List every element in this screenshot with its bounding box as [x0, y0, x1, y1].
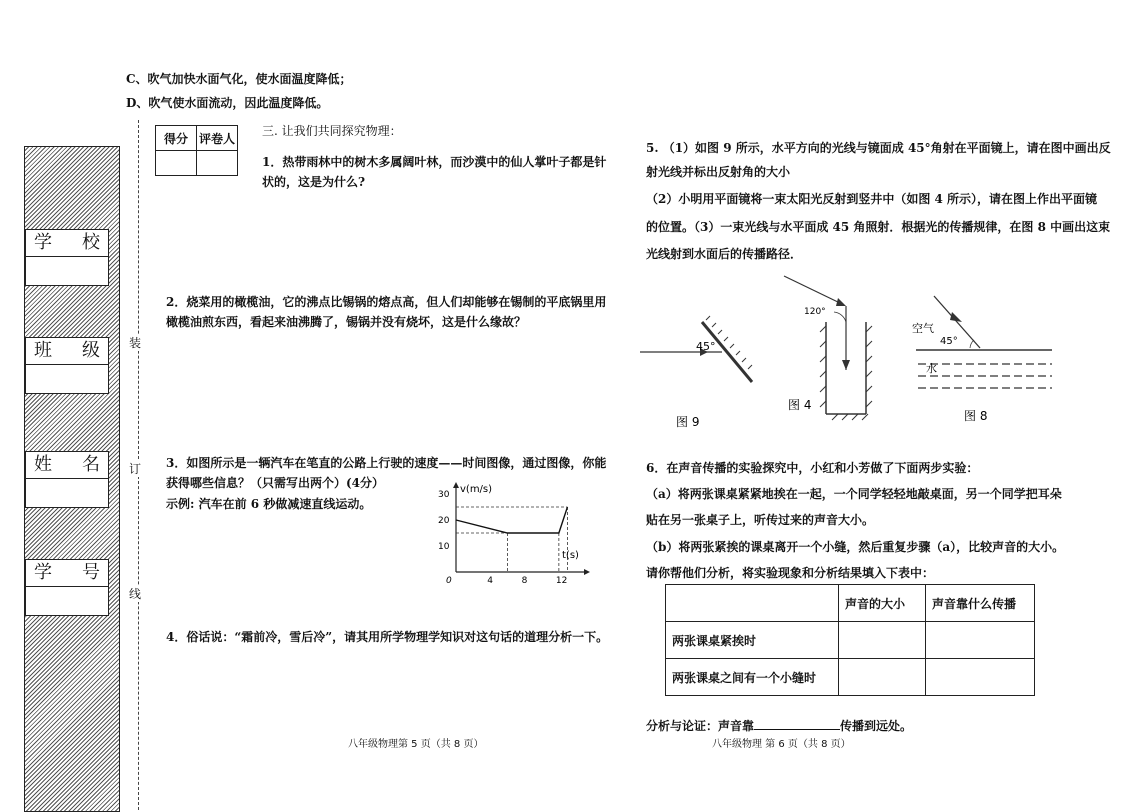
sun-ray-arrow-icon — [836, 298, 846, 306]
y-axis-label: v(m/s) — [460, 484, 493, 495]
origin-label: 0 — [446, 576, 452, 586]
experiment-table — [665, 584, 1035, 696]
name-blank[interactable] — [26, 479, 108, 507]
q4-text: 4．俗话说：“霜前冷，雪后冷”，请其用所学物理学知识对这句话的道理分析一下。 — [166, 630, 609, 644]
fig8-air-label: 空气 — [912, 322, 934, 335]
q5-line-5: 光线射到水面后的传播路径． — [646, 247, 803, 261]
water-lines — [918, 364, 1052, 388]
q6-line-1: 6．在声音传播的实验探究中，小红和小芳做了下面两步实验： — [646, 461, 979, 475]
x-axis-arrow-icon — [584, 569, 590, 575]
q3-line-1: 3．如图所示是一辆汽车在笔直的公路上行驶的速度——时间图像，通过图像，你能 — [166, 456, 607, 470]
table-header-medium: 声音靠什么传播 — [926, 585, 1035, 622]
q6-line-3: 贴在另一张桌子上，听传过来的声音大小。 — [646, 513, 875, 527]
y-tick-label: 20 — [438, 516, 450, 526]
id-label-2: 号 — [82, 562, 100, 583]
fig8-water-label: 水 — [926, 362, 937, 375]
q3-example: 示例: 汽车在前 6 秒做减速直线运动。 — [166, 497, 372, 511]
table-corner-cell — [666, 585, 839, 622]
student-id-field — [25, 559, 109, 616]
y-tick-label: 30 — [438, 490, 450, 500]
table-header-loudness: 声音的大小 — [839, 585, 926, 622]
school-label-2: 校 — [82, 232, 100, 253]
class-blank[interactable] — [26, 365, 108, 393]
x-tick-label: 8 — [521, 576, 528, 586]
class-label-2: 级 — [82, 340, 100, 361]
table-answer-cell[interactable] — [926, 659, 1035, 696]
x-axis-label: t(s) — [562, 550, 579, 561]
fig9-caption: 图 9 — [676, 415, 700, 429]
option-c: C、吹气加快水面气化，使水面温度降低； — [126, 72, 352, 86]
bind-char-3: 线 — [129, 587, 142, 601]
table-answer-cell[interactable] — [926, 622, 1035, 659]
bind-char-1: 装 — [129, 336, 142, 350]
figure-9-mirror — [640, 310, 760, 430]
conclusion-blank[interactable] — [754, 717, 840, 730]
q5-line-2: 射光线并标出反射角的大小 — [646, 165, 791, 179]
name-field — [25, 451, 109, 508]
conclusion-prefix: 分析与论证：声音靠 — [646, 719, 755, 733]
table-row — [666, 659, 1035, 696]
beam-arrow-icon — [950, 312, 962, 322]
name-label-1: 姓 — [34, 454, 52, 475]
name-label-2: 名 — [82, 454, 100, 475]
x-tick-label: 12 — [555, 576, 568, 586]
q5-line-4: 的位置。（3）一束光线与水平面成 45 角照射．根据光的传播规律，在图 8 中画出这束 — [646, 220, 1111, 234]
table-row-label-2: 两张课桌之间有一个小缝时 — [666, 659, 839, 696]
table-row — [666, 622, 1035, 659]
bind-char-2: 订 — [129, 462, 142, 476]
y-tick-label: 10 — [438, 542, 450, 552]
fig4-angle-label: 120° — [804, 307, 826, 317]
option-d: D、吹气使水面流动，因此温度降低。 — [126, 96, 329, 110]
school-field — [25, 229, 109, 286]
fig8-caption: 图 8 — [964, 409, 988, 423]
velocity-series-line — [456, 507, 567, 533]
velocity-time-chart — [436, 480, 586, 586]
table-answer-cell[interactable] — [839, 622, 926, 659]
fig8-angle-label: 45° — [940, 336, 958, 347]
q6-line-2: （a）将两张课桌紧紧地挨在一起，一个同学轻轻地敲桌面，另一个同学把耳朵 — [646, 487, 1062, 501]
q6-line-4: （b）将两张紧挨的课桌离开一个小缝，然后重复步骤（a），比较声音的大小。 — [646, 540, 1065, 554]
figure-8-water — [910, 292, 1055, 427]
score-cell[interactable] — [156, 151, 197, 176]
q2-line-2: 橄榄油煎东西，看起来油沸腾了，锡锅并没有烧坏，这是什么缘故？ — [166, 315, 527, 329]
school-label-1: 学 — [34, 232, 52, 253]
id-blank[interactable] — [26, 587, 108, 615]
score-header: 得分 — [156, 126, 197, 151]
score-table — [155, 125, 238, 176]
q5-line-1: 5. （1）如图 9 所示，水平方向的光线与镜面成 45°角射在平面镜上，请在图中画出反 — [646, 141, 1111, 155]
class-field — [25, 337, 109, 394]
binding-strip — [24, 146, 120, 812]
class-label-1: 班 — [34, 340, 52, 361]
footer-right: 八年级物理 第 6 页（共 8 页） — [712, 739, 851, 750]
q3-line-2: 获得哪些信息？（只需写出两个）(4分） — [166, 476, 385, 490]
grader-cell[interactable] — [197, 151, 238, 176]
section-3-title: 三. 让我们共同探究物理： — [262, 124, 402, 138]
school-blank[interactable] — [26, 257, 108, 285]
grader-header: 评卷人 — [197, 126, 238, 151]
q2-line-1: 2．烧菜用的橄榄油，它的沸点比锡锅的熔点高，但人们却能够在锡制的平底锅里用 — [166, 295, 607, 309]
q1-line-2: 状的，这是为什么? — [262, 175, 366, 189]
id-label-1: 学 — [34, 562, 52, 583]
conclusion-suffix: 传播到远处。 — [840, 719, 913, 733]
x-tick-label: 4 — [487, 576, 494, 586]
down-arrow-icon — [842, 360, 850, 370]
conclusion-line — [646, 717, 912, 735]
y-axis-arrow-icon — [453, 482, 459, 488]
table-answer-cell[interactable] — [839, 659, 926, 696]
footer-left: 八年级物理第 5 页（共 8 页） — [348, 739, 484, 750]
figure-4-well — [780, 272, 890, 427]
q1-line-1: 1．热带雨林中的树木多属阔叶林，而沙漠中的仙人掌叶子都是针 — [262, 155, 607, 169]
q5-line-3: （2）小明用平面镜将一束太阳光反射到竖井中（如图 4 所示），请在图上作出平面镜 — [646, 192, 1098, 206]
table-row-label-1: 两张课桌紧挨时 — [666, 622, 839, 659]
q6-line-5: 请你帮他们分析，将实验现象和分析结果填入下表中： — [646, 566, 935, 580]
fig4-caption: 图 4 — [788, 398, 812, 412]
sunlight-ray — [784, 276, 842, 304]
fig9-angle-label: 45° — [696, 340, 716, 353]
